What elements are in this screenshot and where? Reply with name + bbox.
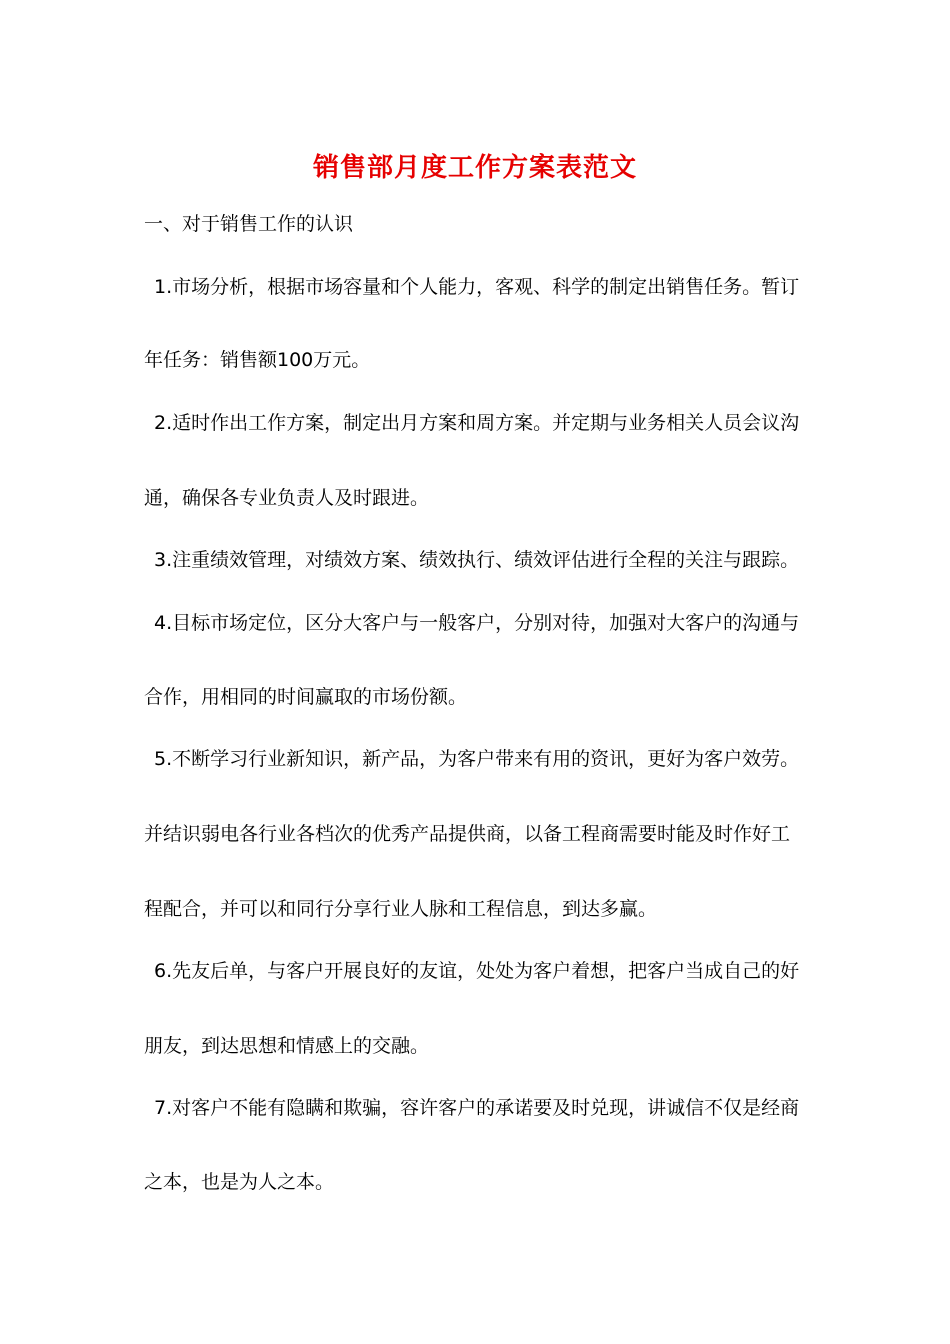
paragraph-line-7: 合作，用相同的时间赢取的市场份额。 <box>144 686 468 708</box>
paragraph-line-2: 年任务：销售额100万元。 <box>144 349 371 371</box>
paragraph-line-10: 程配合，并可以和同行分享行业人脉和工程信息，到达多赢。 <box>144 898 658 920</box>
paragraph-line-3: 2.适时作出工作方案，制定出月方案和周方案。并定期与业务相关人员会议沟 <box>154 412 800 434</box>
paragraph-line-8: 5.不断学习行业新知识，新产品，为客户带来有用的资讯，更好为客户效劳。 <box>154 748 800 770</box>
paragraph-line-13: 7.对客户不能有隐瞒和欺骗，容许客户的承诺要及时兑现，讲诚信不仅是经商 <box>154 1097 800 1119</box>
document-title: 销售部月度工作方案表范文 <box>312 153 637 183</box>
paragraph-line-6: 4.目标市场定位，区分大客户与一般客户，分别对待，加强对大客户的沟通与 <box>154 612 800 634</box>
paragraph-line-5: 3.注重绩效管理，对绩效方案、绩效执行、绩效评估进行全程的关注与跟踪。 <box>154 549 800 571</box>
paragraph-line-9: 并结识弱电各行业各档次的优秀产品提供商，以备工程商需要时能及时作好工 <box>144 823 791 845</box>
paragraph-line-12: 朋友，到达思想和情感上的交融。 <box>144 1035 430 1057</box>
paragraph-line-11: 6.先友后单，与客户开展良好的友谊，处处为客户着想，把客户当成自己的好 <box>154 960 800 982</box>
paragraph-line-4: 通，确保各专业负责人及时跟进。 <box>144 487 430 509</box>
paragraph-line-14: 之本，也是为人之本。 <box>144 1171 335 1193</box>
section-heading: 一、对于销售工作的认识 <box>144 213 354 235</box>
paragraph-line-1: 1.市场分析，根据市场容量和个人能力，客观、科学的制定出销售任务。暂订 <box>154 276 800 298</box>
